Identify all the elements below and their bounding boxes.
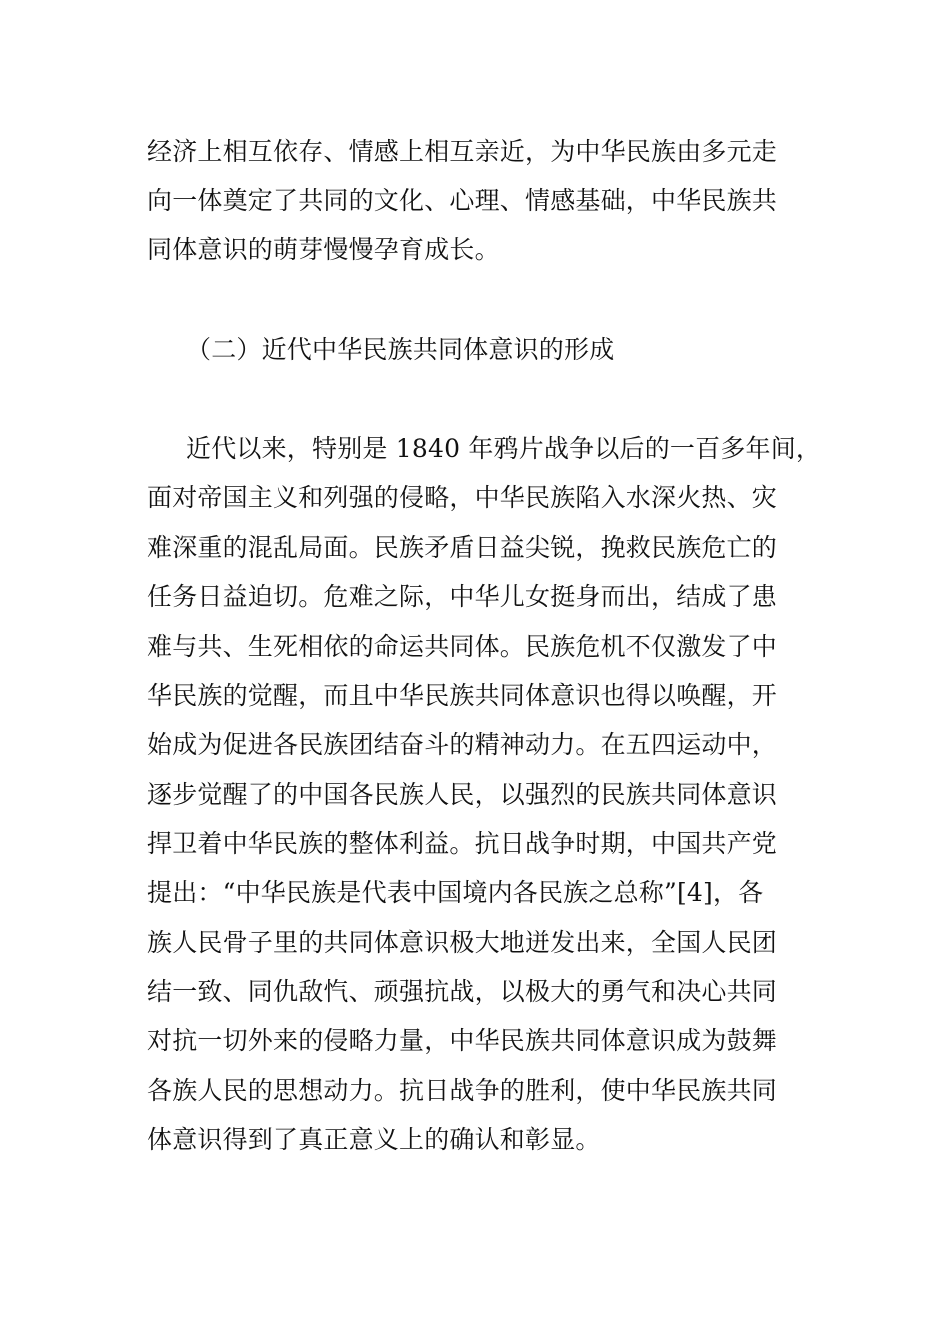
- paragraph-line: 族人民骨子里的共同体意识极大地迸发出来，全国人民团: [147, 928, 778, 957]
- section-heading: （二）近代中华民族共同体意识的形成: [186, 335, 615, 364]
- paragraph-line: 结一致、同仇敌忾、顽强抗战，以极大的勇气和决心共同: [147, 977, 778, 1006]
- paragraph-line: 始成为促进各民族团结奋斗的精神动力。在五四运动中，: [147, 730, 778, 759]
- paragraph-line: 逐步觉醒了的中国各民族人民，以强烈的民族共同体意识: [147, 780, 778, 809]
- paragraph-line: 近代以来，特别是 1840 年鸦片战争以后的一百多年间，: [186, 434, 822, 463]
- paragraph-line: 捍卫着中华民族的整体利益。抗日战争时期，中国共产党: [147, 829, 778, 858]
- paragraph-line: 向一体奠定了共同的文化、心理、情感基础，中华民族共: [147, 186, 778, 215]
- paragraph-line: 难深重的混乱局面。民族矛盾日益尖锐，挽救民族危亡的: [147, 533, 778, 562]
- paragraph-line: 面对帝国主义和列强的侵略，中华民族陷入水深火热、灾: [147, 483, 778, 512]
- paragraph-line: 经济上相互依存、情感上相互亲近，为中华民族由多元走: [147, 137, 778, 166]
- paragraph-line: 华民族的觉醒，而且中华民族共同体意识也得以唤醒，开: [147, 681, 778, 710]
- paragraph-line: 提出：“中华民族是代表中国境内各民族之总称”[4]，各: [147, 878, 764, 907]
- paragraph-line: 对抗一切外来的侵略力量，中华民族共同体意识成为鼓舞: [147, 1026, 778, 1055]
- paragraph-line: 同体意识的萌芽慢慢孕育成长。: [147, 235, 500, 264]
- paragraph-line: 难与共、生死相依的命运共同体。民族危机不仅激发了中: [147, 632, 778, 661]
- paragraph-line: 各族人民的思想动力。抗日战争的胜利，使中华民族共同: [147, 1076, 778, 1105]
- paragraph-line: 体意识得到了真正意义上的确认和彰显。: [147, 1125, 601, 1154]
- paragraph-line: 任务日益迫切。危难之际，中华儿女挺身而出，结成了患: [147, 582, 778, 611]
